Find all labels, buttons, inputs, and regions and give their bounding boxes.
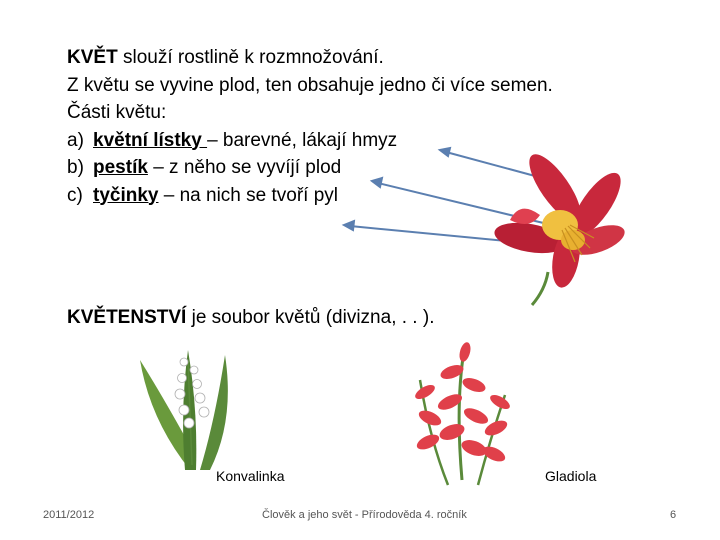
caption-lily: Konvalinka [216,468,285,484]
arrow-petals [446,152,535,176]
arrow-head-pistil [372,178,382,187]
inflorescence-text: je soubor květů (divizna, . . ). [186,307,435,328]
part-desc: – barevné, lákají hmyz [207,129,398,151]
part-letter: c) [67,184,83,206]
part-letter: a) [67,129,84,151]
lily-of-the-valley-image [140,350,228,470]
fruit-line: Z květu se vyvine plod, ten obsahuje jedno či více semen. [67,74,553,96]
inflorescence-line [67,307,434,329]
part-letter: b) [67,157,84,178]
part-desc: – z něho se vyvíjí plod [147,157,342,178]
part-desc: – na nich se tvoří pyl [158,184,339,206]
footer-course: Člověk a jeho svět - Přírodověda 4. ročník [262,509,467,521]
caption-gladiolus: Gladiola [545,468,597,484]
arrow-head-stamens [344,221,354,230]
part-term: pestík [93,157,148,178]
arrow-head-petals [440,148,450,156]
part-term: tyčinky [93,184,159,206]
flower-definition: slouží rostlině k rozmnožování. [117,47,384,68]
footer-year: 2011/2012 [43,509,95,521]
inflorescence-heading: KVĚTENSTVÍ [67,307,187,328]
part-term: květní lístky [93,129,208,151]
gladiolus-image [413,341,512,485]
parts-heading: Části květu: [67,102,167,123]
flower-heading: KVĚT [67,47,118,68]
footer-page-number: 6 [670,509,677,521]
